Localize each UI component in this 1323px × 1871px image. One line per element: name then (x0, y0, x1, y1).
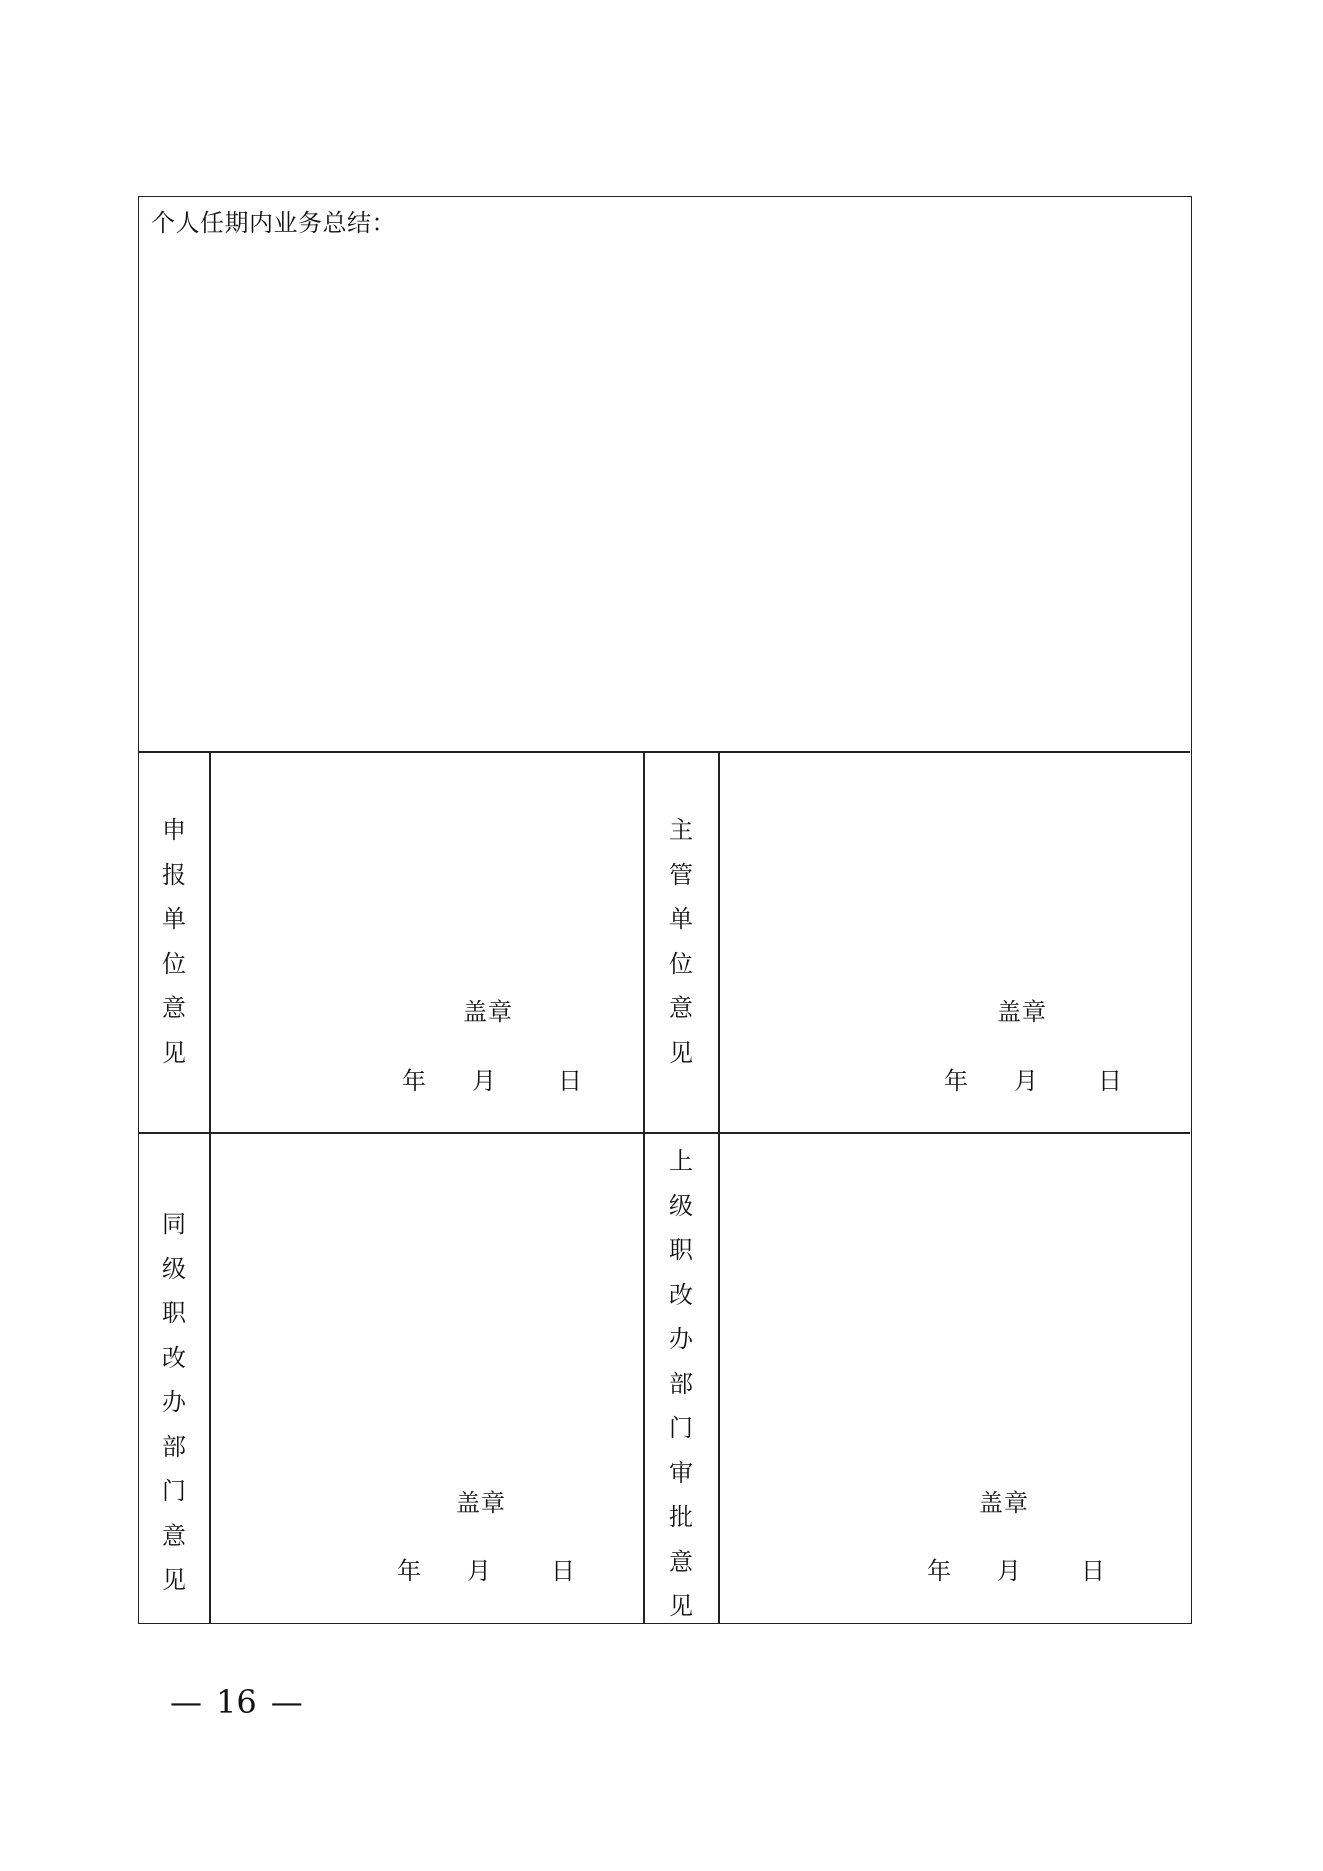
label-char: 报 (162, 860, 186, 889)
label-char: 意 (162, 1521, 186, 1550)
label-char: 门 (669, 1414, 693, 1442)
date-year: 年 (927, 1557, 951, 1585)
label-char: 意 (669, 1547, 693, 1576)
label-char: 办 (669, 1325, 693, 1353)
label-char: 职 (162, 1299, 186, 1327)
label-char: 部 (162, 1432, 186, 1461)
supervising-unit-label (644, 751, 718, 1132)
applicant-unit-seal: 盖章 (463, 998, 513, 1026)
date-month: 月 (997, 1557, 1021, 1585)
supervising-unit-seal: 盖章 (997, 998, 1047, 1026)
label-char: 见 (669, 1038, 693, 1067)
same-level-office-seal: 盖章 (456, 1489, 506, 1517)
label-char: 意 (669, 994, 693, 1022)
date-year: 年 (397, 1557, 421, 1585)
label-char: 批 (669, 1503, 693, 1531)
label-char: 见 (669, 1592, 693, 1620)
label-char: 位 (162, 949, 186, 978)
supervising-unit-date (944, 1061, 1122, 1096)
label-char: 职 (669, 1236, 693, 1264)
review-form-table (138, 196, 1192, 1624)
label-char: 部 (669, 1369, 693, 1398)
label-char: 意 (162, 994, 186, 1022)
same-level-office-opinion-area[interactable] (211, 1134, 643, 1623)
date-day: 日 (551, 1557, 575, 1585)
higher-level-office-date (927, 1551, 1105, 1586)
date-day: 日 (558, 1067, 582, 1095)
footer-dash-right: — (270, 1683, 303, 1721)
date-month: 月 (467, 1557, 491, 1585)
footer-dash-left: — (170, 1683, 202, 1721)
summary-input-area[interactable] (139, 237, 1190, 749)
label-char: 改 (162, 1343, 186, 1372)
label-char: 见 (162, 1566, 186, 1594)
label-char: 单 (669, 905, 693, 933)
date-day: 日 (1081, 1557, 1105, 1585)
page-number: 16 (216, 1683, 257, 1721)
label-char: 级 (162, 1254, 186, 1283)
page-footer (170, 1683, 303, 1721)
label-char: 申 (162, 816, 186, 844)
date-month: 月 (1014, 1067, 1038, 1095)
label-char: 见 (162, 1038, 186, 1067)
same-level-office-date (397, 1551, 575, 1586)
label-char: 同 (162, 1210, 186, 1238)
label-char: 级 (669, 1191, 693, 1220)
summary-label: 个人任期内业务总结： (151, 209, 396, 237)
date-year: 年 (944, 1067, 968, 1095)
label-char: 上 (669, 1147, 693, 1175)
label-char: 管 (669, 860, 693, 889)
label-char: 主 (669, 816, 693, 844)
label-char: 改 (669, 1280, 693, 1309)
applicant-unit-label (139, 751, 209, 1132)
higher-level-office-opinion-area[interactable] (720, 1134, 1190, 1623)
higher-level-office-seal: 盖章 (979, 1489, 1029, 1517)
same-level-office-label (139, 1202, 209, 1622)
date-day: 日 (1098, 1067, 1122, 1095)
higher-level-office-label (644, 1139, 718, 1623)
label-char: 单 (162, 905, 186, 933)
label-char: 审 (669, 1458, 693, 1487)
date-year: 年 (402, 1067, 426, 1095)
date-month: 月 (472, 1067, 496, 1095)
label-char: 门 (162, 1477, 186, 1505)
applicant-unit-date (402, 1061, 582, 1096)
label-char: 办 (162, 1388, 186, 1416)
label-char: 位 (669, 949, 693, 978)
